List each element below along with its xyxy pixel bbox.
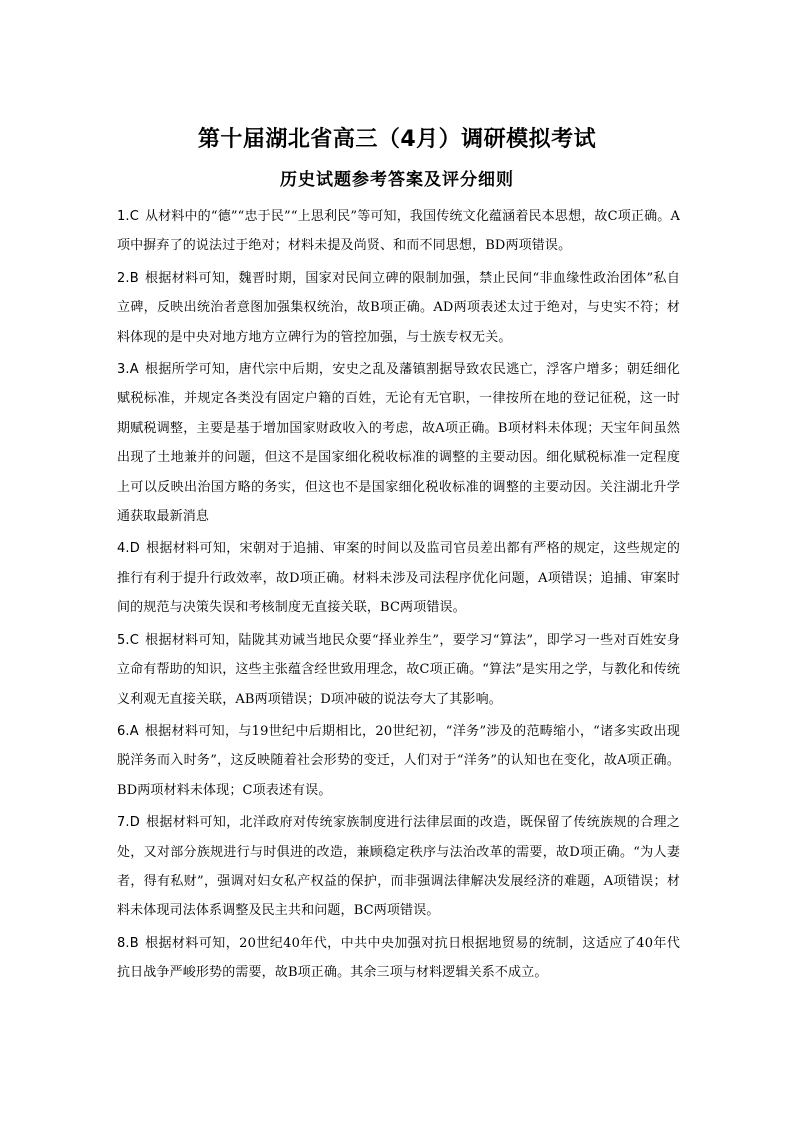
answer-item-4 — [117, 534, 680, 622]
answer-item-8 — [117, 929, 680, 988]
answer-item-5 — [117, 626, 680, 714]
answer-number: 1.C — [117, 209, 139, 224]
answer-text: 根据材料可知，魏晋时期，国家对民间立碑的限制加强，禁止民间“非血缘性政治团体”私自立碑，反映出统治者意图加强集权统治，故B项正确。AD两项表述太过于绝对，与史实不符；材料体现的是中央对地方地方立碑行为的管控加强，与士族专权无关。 — [117, 270, 680, 345]
answer-text: 根据所学可知，唐代宗中后期，安史之乱及藩镇割据导致农民逃亡，浮客户增多；朝廷细化赋税标准，并规定各类没有固定户籍的百姓，无论有无官职，一律按所在地的登记征税，这一时期赋税调整，主要是基于增加国家财政收入的考虑，故A项正确。B项材料未体现；天宝年间虽然出现了土地兼并的问题，但这不是国家细化税收标准的调整的主要动因。细化赋税标准一定程度上可以反映出治国方略的务实，但这也不是国家细化税收标准的调整的主要动因。关注湖北升学通获取最新消息 — [117, 362, 680, 525]
answer-item-3 — [117, 355, 680, 531]
document-subtitle: 历史试题参考答案及评分细则 — [280, 170, 514, 190]
answer-number: 8.B — [117, 935, 139, 951]
answer-number: 6.A — [117, 723, 139, 739]
answer-item-1 — [117, 202, 680, 261]
answer-text: 从材料中的“德”“忠于民”“上思利民”等可知，我国传统文化蕴涵着民本思想，故C项正确。A项中摒弃了的说法过于绝对；材料未提及尚贤、和而不同思想，BD两项错误。 — [117, 209, 680, 254]
answer-number: 7.D — [117, 815, 140, 831]
answer-text: 根据材料可知，宋朝对于追捕、审案的时间以及监司官员差出都有严格的规定，这些规定的推行有利于提升行政效率，故D项正确。材料未涉及司法程序优化问题，A项错误；追捕、审案时间的规范与决策失误和考核制度无直接关联，BC两项错误。 — [117, 541, 680, 616]
answer-text: 根据材料可知，北洋政府对传统家族制度进行法律层面的改造，既保留了传统族规的合理之处，又对部分族规进行与时俱进的改造，兼顾稳定秩序与法治改革的需要，故D项正确。“为人妻者，得有私财”，强调对妇女私产权益的保护，而非强调法律解决发展经济的难题，A项错误；材料未体现司法体系调整及民主共和问题，BC两项错误。 — [117, 815, 680, 919]
answer-item-6 — [117, 717, 680, 805]
answer-list — [117, 202, 680, 991]
answer-text: 根据材料可知，与19世纪中后期相比，20世纪初，“洋务”涉及的范畴缩小，“诸多实政出现脱洋务而入时务”，这反映随着社会形势的变迁，人们对于“洋务”的认知也在变化，故A项正确。BD两项材料未体现；C项表述有误。 — [117, 723, 680, 798]
answer-number: 3.A — [117, 362, 139, 378]
answer-number: 4.D — [117, 541, 140, 557]
answer-number: 5.C — [117, 632, 139, 648]
answer-text: 根据材料可知，陆陇其劝诫当地民众要“择业养生”，要学习“算法”，即学习一些对百姓安身立命有帮助的知识，这些主张蕴含经世致用理念，故C项正确。“算法”是实用之学，与教化和传统义利观无直接关联，AB两项错误；D项冲破的说法夸大了其影响。 — [117, 632, 680, 707]
answer-number: 2.B — [117, 270, 139, 286]
answer-item-7 — [117, 808, 680, 926]
answer-text: 根据材料可知，20世纪40年代，中共中央加强对抗日根据地贸易的统制，这适应了40年代抗日战争严峻形势的需要，故B项正确。其余三项与材料逻辑关系不成立。 — [117, 935, 680, 981]
document-title: 第十届湖北省高三（4月）调研模拟考试 — [197, 127, 597, 152]
answer-item-2 — [117, 264, 680, 352]
